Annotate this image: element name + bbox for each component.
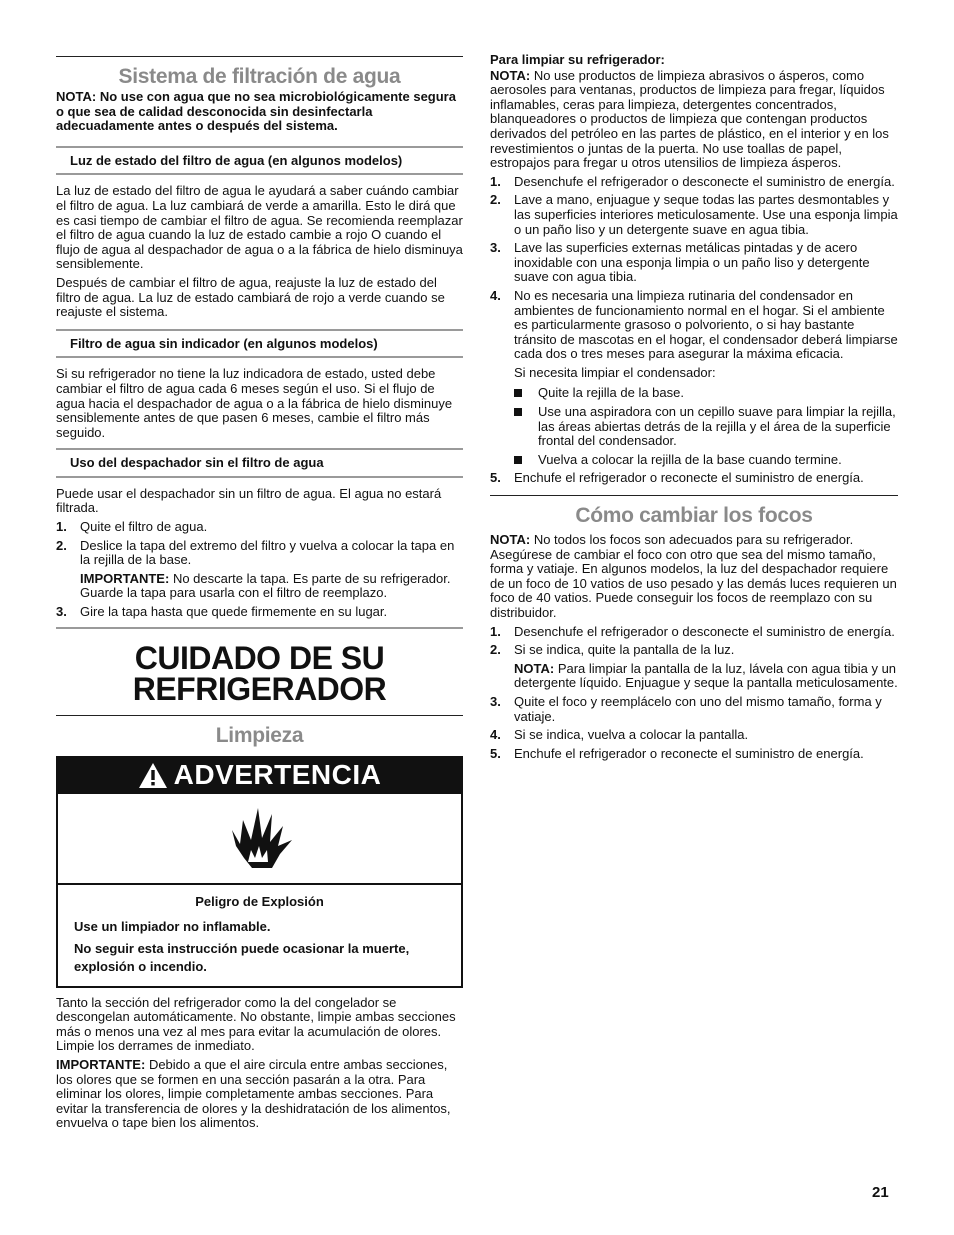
list-item: 1. Quite el filtro de agua.	[56, 519, 208, 535]
bullet-item: Quite la rejilla de la base.	[514, 386, 898, 401]
no-indicator-p1: Si su refrigerador no tiene la luz indicadora de estado, usted debe cambiar el filtro de agua cada 6 meses según el uso. Si el flujo de agua hacia el despachador de agua o a la fábrica de hielo disminuye sensiblemente antes de que pasen 6 meses, cambie el filtro más seguido.	[56, 366, 453, 440]
clean-fridge-heading: Para limpiar su refrigerador:	[490, 52, 665, 67]
bullet-item: Use una aspiradora con un cepillo suave para limpiar la rejilla, las áreas abiertas detrás de la rejilla y el área de la superficie frontal del condensador.	[514, 405, 898, 449]
warning-triangle-icon	[138, 762, 168, 789]
bulbs-title: Cómo cambiar los focos	[575, 504, 813, 528]
warning-text	[58, 885, 461, 986]
bulbs-note: NOTA: No todos los focos son adecuados para su refrigerador. Asegúrese de cambiar el foco con otro que sea del mismo tamaño, forma y vatiaje. En algunos modelos, la luz del despachador requiere de un foco de 10 vatios de uso pesado y las demás luces requieren un foco de 40 vatios. Puede conseguir los focos de reemplazo con su distribuidor.	[490, 532, 897, 620]
care-rule-bottom	[56, 715, 463, 716]
top-rule	[56, 56, 463, 57]
list-item: 1. Desenchufe el refrigerador o desconecte el suministro de energía.	[490, 623, 895, 639]
filtration-title: Sistema de filtración de agua	[118, 65, 401, 88]
bullet-item: Vuelva a colocar la rejilla de la base cuando termine.	[514, 453, 898, 468]
care-rule-top	[56, 627, 463, 629]
no-indicator-heading: Filtro de agua sin indicador (en algunos modelos)	[56, 329, 463, 359]
explosion-icon	[226, 806, 296, 872]
list-item: 5. Enchufe el refrigerador o reconecte el suministro de energía.	[490, 745, 864, 761]
status-light-p2: Después de cambiar el filtro de agua, reajuste la luz de estado del filtro de agua. La luz de estado cambiará de rojo a verde cuando se reajuste el sistema.	[56, 274, 445, 320]
bulbs-steps	[490, 625, 898, 762]
status-light-p1: La luz de estado del filtro de agua le ayudará a saber cuándo cambiar el filtro de agua. La luz cambiará de verde a amarilla. Esto le dirá que es casi tiempo de cambiar el filtro de agua. Se recomienda reemplazar el filtro de agua cuando la luz de estado cambie a rojo O cuando el flujo de agua al despachador de agua o a la fábrica de hielo disminuya sensiblemente.	[56, 183, 463, 272]
list-item: 2. Si se indica, quite la pantalla de la luz. NOTA: Para limpiar la pantalla de la luz, lávela con agua tibia y un detergente líquido. Enjuague y seque la pantalla meticulosamente.	[490, 642, 898, 691]
list-item: 3. Lave las superficies externas metálicas pintadas y de acero inoxidable con una esponja limpia o un paño liso y detergente suave con agua tibia.	[490, 240, 870, 285]
filtration-note: NOTA: No use con agua que no sea microbiológicamente segura o que sea de calidad desconocida sin desinfectarla adecuadamente antes o después del sistema.	[56, 89, 456, 134]
cleaning-title: Limpieza	[215, 723, 304, 747]
cleaning-p1: Tanto la sección del refrigerador como la del congelador se descongelan automáticamente. No obstante, limpie ambas secciones más o menos una vez al mes para evitar la acumulación de olores. Limpie los derrames de inmediato.	[56, 994, 456, 1054]
warning-box	[56, 756, 463, 988]
right-column	[490, 0, 898, 765]
clean-fridge-steps	[490, 175, 898, 486]
left-column	[56, 0, 463, 1135]
no-filter-p1: Puede usar el despachador sin un filtro de agua. El agua no estará filtrada.	[56, 485, 442, 516]
warning-hazard: Peligro de Explosión	[195, 893, 324, 909]
list-item: 4. No es necesaria una limpieza rutinaria del condensador en ambientes de funcionamiento normal en el hogar. Si el ambiente es particularmente grasoso o polvoriento, o si hay bastante tránsito de mascotas en el hogar, el condensador deberá limpiarse cada dos o tres meses para asegurar la máxima eficacia. Si necesita limpiar el condensador: Quite la rejilla de la base. Use una aspiradora con un cepillo suave para limpiar la rejilla, las áreas abiertas detrás de la rejilla y el área de la superficie frontal del condensador. Vuelva a colocar la rejilla de la base cuando termine.	[490, 287, 898, 467]
status-light-heading: Luz de estado del filtro de agua (en algunos modelos)	[56, 146, 463, 176]
list-item: 5. Enchufe el refrigerador o reconecte el suministro de energía.	[490, 470, 864, 486]
list-item: 2. Lave a mano, enjuague y seque todas las partes desmontables y las superficies interiores meticulosamente. Use una esponja limpia o un paño liso y un detergente suave en agua tibia.	[490, 192, 898, 237]
warning-icon-area	[58, 794, 461, 885]
no-filter-heading: Uso del despachador sin el filtro de agua	[56, 448, 463, 478]
list-item: 2. Deslice la tapa del extremo del filtro y vuelva a colocar la tapa en la rejilla de la base. IMPORTANTE: No descarte la tapa. Es parte de su refrigerador. Guarde la tapa para usarla con el filtro de reemplazo.	[56, 537, 455, 601]
list-item: 3. Quite el foco y reemplácelo con uno del mismo tamaño, forma y vatiaje.	[490, 693, 882, 724]
warning-line1: Use un limpiador no inflamable.	[74, 918, 271, 934]
page-number: 21	[872, 1184, 889, 1201]
cleaning-important: IMPORTANTE: Debido a que el aire circula entre ambas secciones, los olores que se formen en una sección pasarán a la otra. Para eliminar los olores, limpie completamente ambas secciones. Para evitar la transferencia de olores y la deshidratación de los alimentos, envuelva o tape bien los alimentos.	[56, 1057, 451, 1131]
warning-header: ADVERTENCIA	[58, 758, 461, 794]
clean-fridge-note: NOTA: No use productos de limpieza abrasivos o ásperos, como aerosoles para ventanas, productos de limpieza para fregar, líquidos inflamables, ceras para limpieza, detergentes concentrados, blanqueadores o productos de limpieza que contengan productos derivados del petróleo en las partes de plástico, en el interior y en los revestimientos o juntas de la puerta. No use toallas de papel, estropajos para fregar u otros utensilios de limpieza ásperos.	[490, 67, 889, 171]
bulbs-rule	[490, 495, 898, 496]
list-item: 1. Desenchufe el refrigerador o desconecte el suministro de energía.	[490, 173, 895, 189]
condenser-bullets	[514, 386, 898, 467]
list-item: 3. Gire la tapa hasta que quede firmemente en su lugar.	[56, 604, 388, 620]
care-title: CUIDADO DE SU REFRIGERADOR	[132, 639, 387, 707]
list-item: 4. Si se indica, vuelva a colocar la pantalla.	[490, 727, 749, 743]
warning-line2: No seguir esta instrucción puede ocasionar la muerte, explosión o incendio.	[74, 940, 410, 974]
no-filter-steps	[56, 520, 463, 620]
